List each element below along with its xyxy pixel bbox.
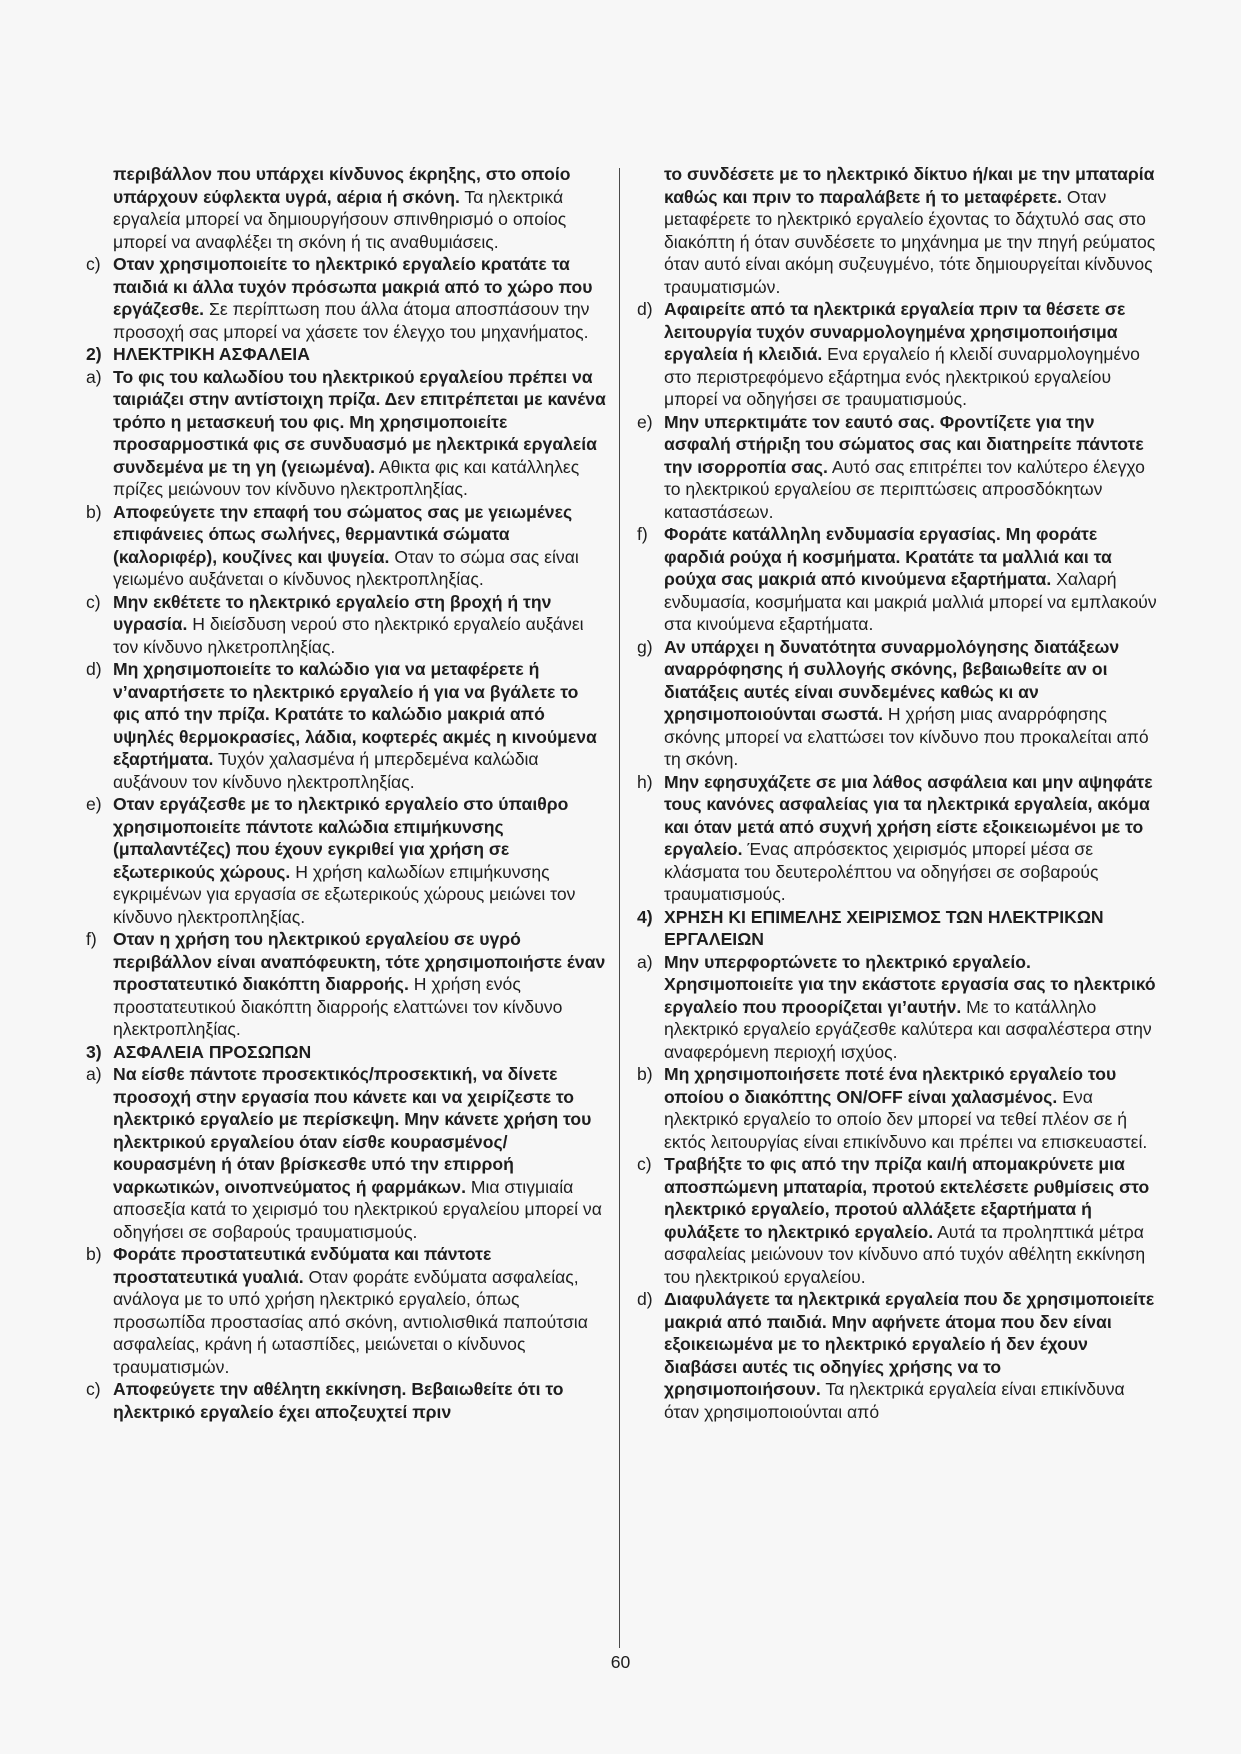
safety-item-4a [637,951,1159,1064]
column-divider [619,168,620,1648]
paragraph-text: Μια στιγμιαία αποσεξία κατά το χειρισμό του ηλεκτρικού εργαλείου μπορεί να οδηγήσει σε σοβαρούς τραυματισμούς. [113,1176,602,1242]
paragraph-bold-text: Το φις του καλωδίου του ηλεκτρικού εργαλείου πρέπει να ταιριάζει στην αντίστοιχη πρίζα. Δεν επιτρέπεται με κανένα τρόπο η μετασκευή του φις. Μη χρησιμοποιείτε προσαρμοστικά φις σε συνδυασμό με ηλεκτρικά εργαλεία συνδεμένα με τη γη (γειωμένα). [113,366,606,477]
paragraph-bold-text: Τραβήξτε το φις από την πρίζα και/ή απομακρύνετε μια αποσπώμενη μπαταρία, προτού εκτελέσετε ρυθμίσεις στο ηλεκτρικό εργαλείο, προτού αλλάξετε εξαρτήματα ή φυλάξετε το ηλεκτρικό εργαλείο. [664,1154,1150,1242]
safety-item-2e [86,793,606,928]
paragraph-bold-text: Μην εφησυχάζετε σε μια λάθος ασφάλεια και μην αψηφάτε τους κανόνες ασφαλείας για τα ηλεκτρικά εργαλεία, ακόμα και όταν μετά από συχνή χρήση είστε εξοικειωμένοι με το εργαλείο. [664,771,1153,859]
safety-item-2f [86,928,606,1041]
paragraph-text: Χαλαρή ενδυμασία, κοσμήματα και μακριά μαλλιά μπορεί να εμπλακούν στα κινούμενα εξαρτήματα. [664,569,1157,634]
item-marker: d) [637,299,653,319]
paragraph-text: Τα ηλεκτρικά εργαλεία είναι επικίνδυνα όταν χρησιμοποιούνται από [664,1379,1125,1422]
paragraph-text: Οταν το σώμα σας είναι γειωμένο αυξάνεται ο κίνδυνος ηλεκτροπληξίας. [113,546,579,589]
paragraph-bold-text: Οταν χρησιμοποιείτε το ηλεκτρικό εργαλείο κρατάτε τα παιδιά κι άλλα τυχόν πρόσωπα μακριά από το χώρο που εργάζεσθε. [113,254,593,319]
left-column [86,163,606,1423]
paragraph-bold-text: Μην υπερφορτώνετε το ηλεκτρικό εργαλείο. Χρησιμοποιείτε για την εκάστοτε εργασία σας το ηλεκτρικό εργαλείο που προορίζεται γι’αυτήν. [664,951,1156,1017]
safety-item-3g [637,636,1159,771]
paragraph-text: Τα ηλεκτρικά εργαλεία μπορεί να δημιουργήσουν σπινθηρισμό ο οποίος μπορεί να αναφλέξει τη σκόνη ή τις αναθυμιάσεις. [113,186,567,252]
paragraph-bold-text: Να είσθε πάντοτε προσεκτικός/προσεκτική, να δίνετε προσοχή στην εργασία που κάνετε και να χειρίζεστε το ηλεκτρικό εργαλείο με περίσκεψη. Μην κάνετε χρήση του ηλεκτρικού εργαλείου όταν είσθε κουρασμένος/κουρασμένη ή όταν βρίσκεσθε υπό την επιρροή ναρκωτικών, οινοπνεύματος ή φαρμάκων. [113,1064,592,1197]
paragraph-bold-text: Μη χρησιμοποιείτε το καλώδιο για να μεταφέρετε ή ν’αναρτήσετε το ηλεκτρικό εργαλείο ή για να βγάλετε το φις από την πρίζα. Κρατάτε το καλώδιο μακριά από υψηλές θερμοκρασίες, λάδια, κοφτερές ακμές η κινούμενα εξαρτήματα. [113,659,597,769]
page-number: 60 [610,1652,631,1672]
section-title: ΑΣΦΑΛΕΙΑ ΠΡΟΣΩΠΩΝ [113,1041,312,1062]
safety-item-3d [637,298,1159,411]
paragraph-bold-text: Αποφεύγετε την αθέλητη εκκίνηση. Βεβαιωθείτε ότι το ηλεκτρικό εργαλείο έχει αποζευχτεί πριν [113,1379,564,1422]
safety-item-3c [86,1378,606,1423]
item-marker: c) [86,591,101,612]
paragraph-text: Η διείσδυση νερού στο ηλεκτρικό εργαλείο αυξάνει τον κίνδυνο ηλκετροπληξίας. [113,614,584,657]
paragraph-bold-text: Μη χρησιμοποιήσετε ποτέ ένα ηλεκτρικό εργαλείο του οποίου ο διακόπτης ON/OFF είναι χαλασμένος. [664,1064,1117,1107]
paragraph-text: Η χρήση καλωδίων επιμήκυνσης εγκριμένων για εργασία σε εξωτερικούς χώρους μειώνει τον κίνδυνο ηλεκτροπληξίας. [113,861,576,927]
item-marker: a) [637,951,653,972]
paragraph-text: Η χρήση μιας αναρρόφησης σκόνης μπορεί να ελαττώσει τον κίνδυνο που προκαλείται από τη σκόνη. [664,704,1149,769]
item-marker: f) [637,524,648,544]
paragraph-text: Αυτά τα προληπτικά μέτρα ασφαλείας μειώνουν τον κίνδυνο από τυχόν αθέλητη εκκίνηση του ηλεκτρικού εργαλείου. [664,1221,1146,1287]
item-marker: b) [86,1244,102,1264]
section-heading-4 [637,906,1159,951]
safety-item-4c [637,1153,1159,1288]
item-marker: c) [86,254,101,274]
paragraph-bold-text: Αν υπάρχει η δυνατότητα συναρμολόγησης διατάξεων αναρρόφησης ή συλλογής σκόνης, βεβαιωθείτε αν οι διατάξεις αυτές είναι συνδεμένες καθώς κι αν χρησιμοποιούνται σωστά. [664,636,1120,724]
item-marker: c) [637,1154,652,1174]
safety-item-2b [86,501,606,591]
safety-item-3h [637,771,1159,906]
safety-item-2a [86,366,606,501]
paragraph-text: Τυχόν χαλασμένα ή μπερδεμένα καλώδια αυξάνουν τον κίνδυνο ηλεκτροπληξίας. [113,749,539,792]
safety-item-3e [637,411,1159,524]
paragraph-bold-text: Οταν εργάζεσθε με το ηλεκτρικό εργαλείο στο ύπαιθρο χρησιμοποιείτε πάντοτε καλώδια επιμήκυνσης (μπαλαντέζες) που έχουν εγκριθεί για χρήση σε εξωτερικούς χώρους. [113,794,569,882]
section-heading-2 [86,343,606,366]
safety-item-3b [86,1243,606,1378]
safety-item-4d [637,1288,1159,1423]
safety-item-3a [86,1063,606,1243]
paragraph-text: Αυτό σας επιτρέπει τον καλύτερο έλεγχο το ηλεκτρικού εργαλείου σε περιπτώσεις απροσδόκητων καταστάσεων. [664,456,1145,522]
item-marker: b) [637,1064,653,1084]
paragraph-text: Ενα εργαλείο ή κλειδί συναρμολογημένο στο περιστρεφόμενο εξάρτημα ενός ηλεκτρικού εργαλείου μπορεί να οδηγήσει σε τραυματισμούς. [664,344,1140,409]
section-number: 4) [637,906,653,927]
paragraph-bold-text: Οταν η χρήση του ηλεκτρικού εργαλείου σε υγρό περιβάλλον είναι αναπόφευκτη, τότε χρησιμοποιήστε έναν προστατευτικό διακόπτη διαρροής. [113,929,606,994]
safety-item-2d [86,658,606,793]
paragraph-text: Σε περίπτωση που άλλα άτομα αποσπάσουν την προσοχή σας μπορεί να χάσετε τον έλεγχο του μηχανήματος. [113,299,590,342]
section-number: 3) [86,1041,102,1062]
paragraph-bold-text: το συνδέσετε με το ηλεκτρικό δίκτυο ή/και με την μπαταρία καθώς και πριν το παραλάβετε ή το μεταφέρετε. [664,164,1155,207]
paragraph-text: Αθικτα φις και κατάλληλες πρίζες μειώνουν τον κίνδυνο ηλεκτροπληξίας. [113,456,580,499]
item-marker: e) [86,794,102,814]
paragraph-text: Οταν μεταφέρετε το ηλεκτρικό εργαλείο έχοντας το δάχτυλό σας στο διακόπτη ή όταν συνδέσετε το μηχάνημα με την πηγή ρεύματος όταν αυτό είναι ακόμη συζευγμένο, τότε δημιουργείται κίνδυνος τραυματισμών. [664,186,1156,297]
paragraph-bold-text: Αποφεύγετε την επαφή του σώματος σας με γειωμένες επιφάνειες όπως σωλήνες, θερμαντικά σώματα (καλοριφέρ), κουζίνες και ψυγεία. [113,501,573,567]
item-marker: d) [637,1289,653,1309]
item-marker: h) [637,771,653,792]
safety-item-1c [86,253,606,343]
paragraph-bold-text: Φοράτε προστατευτικά ενδύματα και πάντοτε προστατευτικά γυαλιά. [113,1244,492,1287]
item-marker: c) [86,1379,101,1399]
right-column [637,163,1159,1423]
paragraph-bold-text: Φοράτε κατάλληλη ενδυμασία εργασίας. Μη φοράτε φαρδιά ρούχα ή κοσμήματα. Κρατάτε τα μαλλιά και τα ρούχα σας μακριά από κινούμενα εξαρτήματα. [664,524,1112,589]
continued-paragraph [637,163,1159,298]
paragraph-text: Ένας απρόσεκτος χειρισμός μπορεί μέσα σε κλάσματα του δευτερολέπτου να οδηγήσει σε σοβαρούς τραυματισμούς. [664,839,1099,904]
item-marker: f) [86,929,97,949]
paragraph-text: Οταν φοράτε ενδύματα ασφαλείας, ανάλογα με το υπό χρήση ηλεκτρικό εργαλείο, όπως προσωπίδα προστασίας από σκόνη, αντιολισθικά παπούτσια ασφαλείας, κράνη ή ωτασπίδες, μειώνεται ο κίνδυνος τραυματισμών. [113,1266,588,1377]
item-marker: a) [86,1064,102,1084]
section-title: ΧΡΗΣΗ ΚΙ ΕΠΙΜΕΛΗΣ ΧΕΙΡΙΣΜΟΣ ΤΩΝ ΗΛΕΚΤΡΙΚΩΝ ΕΡΓΑΛΕΙΩΝ [664,906,1104,949]
paragraph-text: Η χρήση ενός προστατευτικού διακόπτη διαρροής ελαττώνει τον κίνδυνο ηλεκτροπληξίας. [113,974,563,1039]
safety-item-3f [637,523,1159,636]
paragraph-bold-text: Μην εκθέτετε το ηλεκτρικό εργαλείο στη βροχή ή την υγρασία. [113,591,552,634]
safety-item-4b [637,1063,1159,1153]
item-marker: d) [86,659,102,679]
item-marker: e) [637,411,653,432]
section-number: 2) [86,344,102,364]
paragraph-text: Ενα ηλεκτρικό εργαλείο το οποίο δεν μπορεί να τεθεί πλέον σε ή εκτός λειτουργίας είναι επικίνδυνο και πρέπει να επισκευαστεί. [664,1086,1148,1152]
paragraph-bold-text: Μην υπερκτιμάτε τον εαυτό σας. Φροντίζετε για την ασφαλή στήριξη του σώματος σας και διατηρείτε πάντοτε την ισορροπία σας. [664,411,1144,477]
item-marker: a) [86,366,102,387]
continued-paragraph [86,163,606,253]
paragraph-bold-text: περιβάλλον που υπάρχει κίνδυνος έκρηξης, στο οποίο υπάρχουν εύφλεκτα υγρά, αέρια ή σκόνη. [113,164,571,207]
paragraph-bold-text: Αφαιρείτε από τα ηλεκτρικά εργαλεία πριν τα θέσετε σε λειτουργία τυχόν συναρμολογημένα χρησιμοποιήσιμα εργαλεία ή κλειδιά. [664,299,1126,364]
paragraph-bold-text: Διαφυλάγετε τα ηλεκτρικά εργαλεία που δε χρησιμοποιείτε μακριά από παιδιά. Μην αφήνετε άτομα που δεν είναι εξοικειωμένα με το ηλεκτρικό εργαλείο ή δεν έχουν διαβάσει αυτές τις οδηγίες χρήσης να το χρησιμοποιήσουν. [664,1289,1155,1399]
section-heading-3 [86,1041,606,1064]
paragraph-text: Με το κατάλληλο ηλεκτρικό εργαλείο εργάζεσθε καλύτερα και ασφαλέστερα στην αναφερόμενη περιοχή ισχύος. [664,996,1152,1062]
section-title: ΗΛΕΚΤΡΙΚΗ ΑΣΦΑΛΕΙΑ [113,344,310,364]
item-marker: g) [637,636,653,657]
item-marker: b) [86,501,102,522]
safety-item-2c [86,591,606,659]
